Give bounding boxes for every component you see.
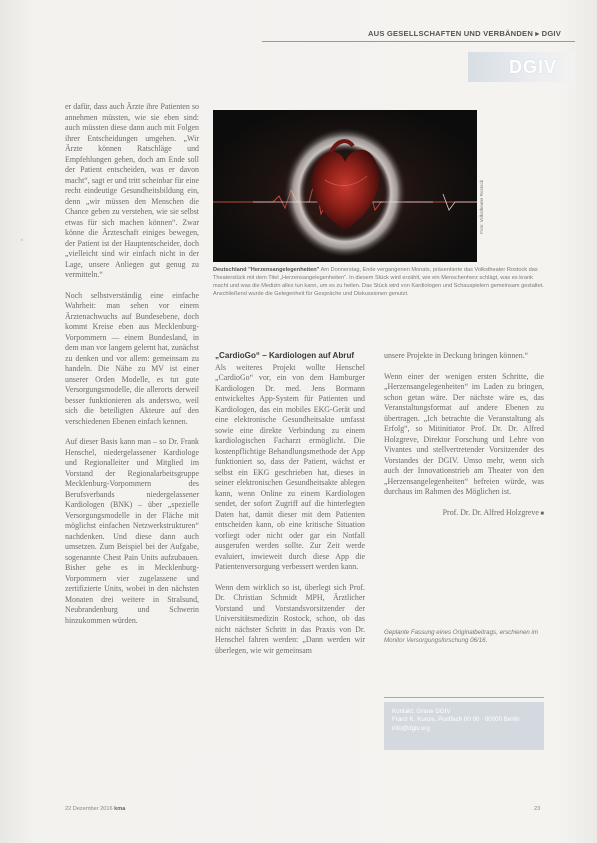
footer-brand: kma [114,806,126,812]
dgiv-logo [468,52,575,82]
page-footer [65,806,125,812]
section-title: AUS GESELLSCHAFTEN UND VERBÄNDEN ▸ DGIV [367,29,561,38]
paragraph: er dafür, dass auch Ärzte ihre Patienten so annehmen müssten, wie sie eben sind: auch müssten diese dann auch mit Folgen ihrer Entscheidungen umgehen. „Wir Ärzte können Ratschläge und Empfehlungen geben, doch am Ende soll der Patient entscheiden, was er davon macht“, sagt er und tritt scheinbar für eine recht eindeutige Gesundheitsbildung ein, denn „wir müssen den Menschen die Chance geben zu verstehen, wie sie selbst etwas für sich machen können“. Zwar könne die Ärzteschaft einiges bewegen, der Patient ist der Hauptentscheider, doch „vielleicht sind wir einfach nicht in der Lage, unsere Anliegen gut genug zu vermitteln.“ [65,102,199,279]
paragraph: Wenn einer der wenigen ersten Schritte, die „Herzensangelegenheiten“ im Laden zu bringen, schon getan wäre. Der nächste wäre es, das Veranstaltungsformat auf andere Ebenen zu übertragen. „Ich betrachte die Veranstaltung als Erfolg“, so Mitinitiator Prof. Dr. Dr. Alfred Holzgreve, Direktor Forschung und Lehre von Vivantes und stellvertretender Vorsitzender des Vorstandes der DGIV. Umso mehr, wenn sich auch der Innovationstrieb am Theater von den „Herzensangelegenheiten“ befreien würde, was durchaus im Rahmen des Möglichen ist. [384,371,544,496]
footer-month: Dezember 2016 [72,806,113,812]
photo-credit: Foto: Volkstheater Rostock [479,180,484,234]
page-number: 23 [534,806,541,812]
divider [384,697,544,698]
paragraph: Noch selbstverständig eine einfache Wahrheit: man sehen vor einem Ärztenachwuchs auf Bundesebene, doch kommt Kreise eben aus Mecklenburg-Vorpommern — einem Bundesland, in dem man vor langem gelernt hat, zunächst zu denken und vor allem: gemeinsam zu handeln. Die Nähe zu MV ist einer unserer Orden Modelle, es tut gute Versorgungsmodelle, die allerorts derweil besser funktionieren als anderswo, weil sich die beteiligten Akteure auf den verschiedenen Ebenen einfach kennen. [65,290,199,426]
source-note: Geplante Fassung eines Originalbeitrags, erschienen im Monitor Versorgungsforschung 06/16. [384,629,539,645]
dgiv-logo-text: DGIV [508,57,557,77]
footer-left: 22 [65,806,73,812]
text-column-3 [384,351,544,519]
author-signature: Prof. Dr. Dr. Alfred Holzgreve ■ [384,508,544,520]
caption-title: Deutschland "Herzensangelegenheiten" [213,267,320,273]
heart-photo [213,110,477,262]
contact-infobox: Kontakt: Grane DGIV Franz K. Kunze, Postfach 00 00 · 00000 Berlin info@dgiv.org [384,702,544,750]
header-rule [262,41,575,42]
caption-text: Am Donnerstag, Ende vergangenen Monats, präsentierte das Volkstheater Rostock das Theaterstück mit dem Titel „Herzensangelegenheiten“. In diesem Stück wird erzählt, wie ein Menschenherz schlägt, was es krank macht und was die Medizin alles tun kann, um es zu heilen. Das Stück wird von Kardiologen und Schauspielern gemeinsam gestaltet. Anschließend wurde die Gelegenheit für Gespräche und Diskussionen genutzt. [213,267,544,297]
paragraph: Als weiteres Projekt wollte Henschel „CardioGo“ vor, ein von dem Hamburger Kardiologen Dr. med. Jens Bormann entwickeltes App-System für Patienten und Kardiologen, das ein mobiles EKG-Gerät und eine elektronische Gesundheitsakte umfasst sowie eine direkte Verbindung zu einem kardiologischen Facharzt ermöglicht. Die kostenpflichtige Behandlungsmethode der App funktioniert so, dass der Patient, wächst er selbst ein EKG geschrieben hat, dieses in seiner elektronischen Gesundheitsakte ablegen kann, wenn Online zu einem Kardiologen sendet, der sofort Zugriff auf die hinterlegten Daten hat, damit dieser mit dem Patienten entscheiden kann, ob eine kritische Situation vorliegt oder nicht oder gar ein Notfall ausgerufen werden sollte. Zur Zeit werde evaluiert, inwieweit durch diese App die Patientenversorgung verbessert werden kann. [215,362,365,571]
paragraph: unsere Projekte in Deckung bringen können.“ [384,351,529,360]
photo-caption [213,266,545,298]
heart-illustration [213,110,477,262]
text-column-2 [215,351,365,666]
paragraph: Auf dieser Basis kann man – so Dr. Frank Henschel, niedergelassener Kardiologe und Regionalleiter und Mitglied im Vorstand der Regionalarbeitsgruppe Mecklenburg-Vorpommern des Berufsverbands niedergelassener Kardiologen (BNK) – über „spezielle Versorgungsmodelle in der Fläche mit möglichst einfachen Netzwerkstrukturen“ nachdenken. Und diese dann auch umsetzen. Zum Beispiel bei der Aufgabe, sogenannte Chest Pain Units aufzubauen. Bisher gebe es in Mecklenburg-Vorpommern vier zugelassene und zertifizierte Units, wobei in den nächsten Monaten drei weitere in Stralsund, Neubrandenburg und Schwerin hinzukommen würden. [65,437,199,625]
paragraph: Wenn dem wirklich so ist, überlegt sich Prof. Dr. Christian Schmidt MPH, Ärztlicher Vorstand und Vorstandsvorsitzender der Universitätsmedizin Rostock, schon, ob das nicht nächster Schritt in das Praxis von Dr. Henschel fahren werden: „Dann werden wir überlegen, wie wir gemeinsam [215,582,365,655]
subheading: „CardioGo“ – Kardiologen auf Abruf [215,351,355,360]
text-column-1 [65,102,199,636]
margin-mark: × [20,238,24,244]
section-header [262,28,575,42]
